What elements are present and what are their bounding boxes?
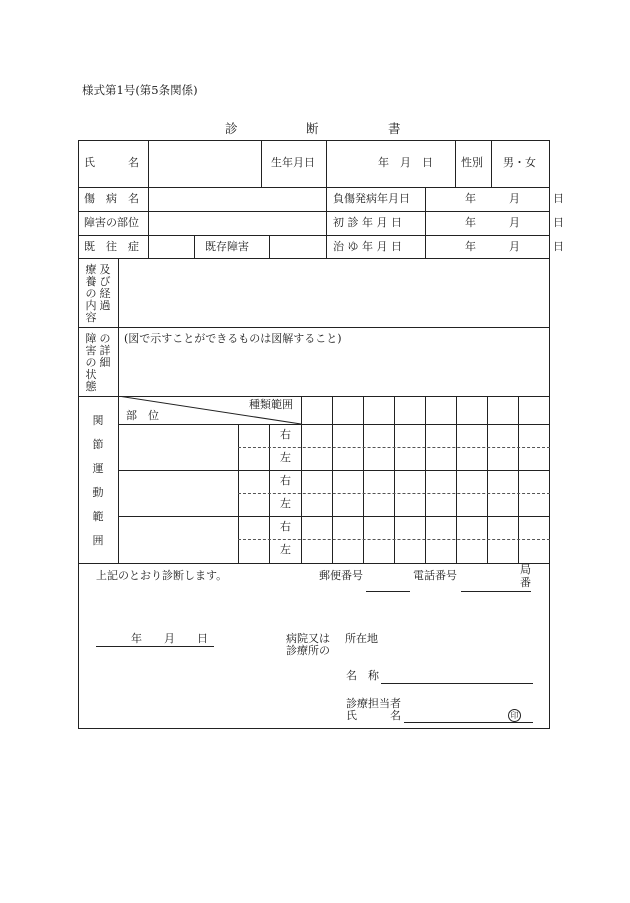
birth-date-label: 生年月日 [271,156,315,169]
row-divider [78,563,550,564]
row-divider [78,258,550,259]
diagnosis-statement: 上記のとおり診断します。 [96,569,228,582]
right-label: 右 [280,428,291,441]
first-visit-value: 年 月 日 [465,216,564,229]
doctor-label-line2: 氏 名 [346,709,401,722]
date-line [96,646,214,647]
column-divider [518,396,519,563]
column-divider [456,396,457,563]
doctor-name-line [404,722,533,723]
title-char: 診 [225,121,238,136]
facility-name-label: 名 称 [346,669,379,682]
row-divider [78,327,550,328]
right-label: 右 [280,520,291,533]
column-divider [269,235,270,258]
cure-date-value: 年 月 日 [465,240,564,253]
cure-date-label: 治 ゆ 年 月 日 [333,240,402,253]
column-divider [148,140,149,187]
diagram-note: (図で示すことができるものは図解すること) [124,332,342,345]
right-label: 右 [280,474,291,487]
address-label: 所在地 [345,632,378,645]
sex-value: 男・女 [503,156,536,169]
column-divider [118,258,119,396]
past-history-label: 既 往 症 [84,240,139,253]
title-char: 書 [388,121,401,136]
column-divider [332,396,333,563]
column-divider [394,396,395,563]
left-label: 左 [280,497,291,510]
dashed-divider [238,447,550,448]
doctor-label-line1: 診療担当者 [346,697,401,710]
phone-line [461,591,531,592]
disability-site-label: 障害の部位 [84,216,139,229]
phone-label: 電話番号 [413,569,457,582]
row-divider [118,516,550,517]
birth-date-value: 年 月 日 [378,156,433,169]
postal-code-label: 郵便番号 [319,569,363,582]
joint-header-bottom: 部 位 [126,409,159,422]
column-divider [326,140,327,187]
left-label: 左 [280,543,291,556]
number-label: 番 [520,576,531,589]
name-label: 氏 名 [84,156,139,169]
form-label: 様式第1号(第5条関係) [82,83,198,97]
column-divider [326,187,327,258]
diagnosis-date: 年 月 日 [131,632,208,645]
dashed-divider [238,493,550,494]
left-label: 左 [280,451,291,464]
row-divider [118,470,550,471]
column-divider [363,396,364,563]
existing-disability-label: 既存障害 [205,240,249,253]
postal-code-line [366,591,410,592]
column-divider [425,396,426,563]
exchange-label: 局 [520,563,531,576]
facility-name-line [381,683,533,684]
title-char: 断 [306,121,319,136]
column-divider [491,140,492,187]
column-divider [261,140,262,187]
seal-mark: 印 [508,709,521,722]
onset-date-value: 年 月 日 [465,192,564,205]
sex-label: 性別 [461,156,483,169]
column-divider [148,187,149,258]
injury-name-label: 傷 病 名 [84,192,139,205]
column-divider [425,187,426,258]
dashed-divider [238,539,550,540]
column-divider [487,396,488,563]
joint-header-top: 種類範囲 [249,398,293,411]
column-divider [194,235,195,258]
hospital-label-line1: 病院又は [286,632,330,645]
hospital-label-line2: 診療所の [286,644,330,657]
column-divider [455,140,456,187]
onset-date-label: 負傷発病年月日 [333,192,410,205]
first-visit-label: 初 診 年 月 日 [333,216,402,229]
